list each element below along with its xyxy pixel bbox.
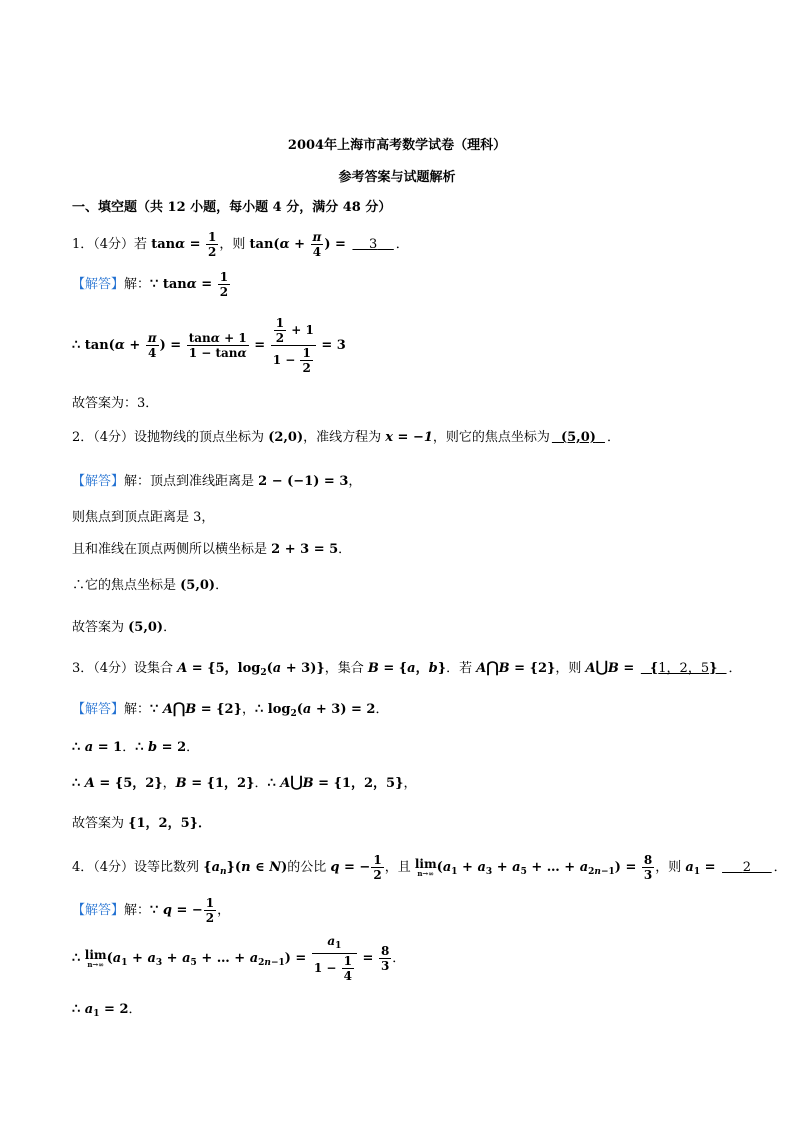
q3-text-a: 设集合 (134, 661, 178, 676)
limit-operator: lim n→∞ (414, 857, 437, 878)
q2-solution-line-2: 则焦点到顶点距离是 3， (72, 510, 215, 525)
q4-answer-blank: 2 (742, 860, 751, 875)
q1-answer-blank: 3 (368, 237, 378, 252)
q3-solution-line-1: 【解答】解：∵ A⋂B = {2}，∴ $\log_2(a + 3) = 2$． (72, 699, 389, 719)
document-subtitle: 参考答案与试题解析 (338, 170, 456, 185)
q2-text-a: 设抛物线的顶点坐标为 (134, 430, 269, 445)
question-4: 4．（4分）设等比数列 $\{a_n\}(n$ ∈ N)的公比 q = − $\frac{1}{2}$ ，且 lim n→∞ ($a_1 + a_3 + a_5$ + … + $a_{2n-1}$) = $\frac{8}{3}$ ，则 $a_1$ = 2 ． (72, 853, 787, 882)
solution-tag: 【解答】 (72, 277, 125, 292)
q4-text-d: ，则 (655, 860, 686, 875)
q1-text-a: 若 (134, 237, 152, 252)
q3-conclusion (72, 814, 211, 834)
fraction: $\frac{\tan\alpha + 1}{1 - \tan\alpha}$ (188, 331, 247, 360)
q2-text-b: ，准线方程为 (303, 430, 386, 445)
q2-text-c: ，则它的焦点坐标为 (432, 430, 550, 445)
section-heading: 一、填空题（共 12 小题，每小题 4 分，满分 48 分） (72, 200, 392, 215)
fraction: $\frac{\pi}{4}$ (312, 230, 322, 259)
q3-text-c: ．若 (446, 661, 477, 676)
q1-conclusion: 故答案为：3． (72, 396, 159, 411)
fraction: $\frac{1}{2}$ (205, 896, 215, 925)
q2-solution-line-1: 【解答】解：顶点到准线距离是 2 − (−1) = 3， (72, 474, 362, 489)
q3-text-d: ，则 (555, 661, 586, 676)
q3-number: 3．（4分） (72, 661, 135, 676)
solution-tag: 【解答】 (72, 474, 125, 489)
fraction: $a_1$ 1 − $\frac{1}{4}$ (312, 934, 357, 983)
solution-tag: 【解答】 (72, 903, 125, 918)
q2-line4-text: ∴它的焦点坐标是 (72, 578, 181, 593)
question-2: 2．（4分）设抛物线的顶点坐标为 (2,0)，准线方程为 x = −1，则它的焦点坐标为 (5,0) ． (72, 430, 620, 445)
question-3: 3．（4分）设集合 A = {5，$\log_2(a + 3)$}，集合 B = {a，b}．若 A⋂B = {2}，则 A⋃B = {1，2，5} ． (72, 658, 742, 678)
fraction: $\frac{1}{2}$ (373, 853, 382, 882)
fraction: $\frac{1}{2}$ + 1 1 − $\frac{1}{2}$ (272, 316, 314, 375)
question-1: 1．（4分）若 tanα = $\frac{1}{2}$ ，则 tan(α + $\frac{\pi}{4}$ ) = 3 ． (72, 230, 409, 259)
q3-text-b: ，集合 (324, 661, 368, 676)
fraction: $\frac{1}{2}$ (219, 270, 229, 299)
q4-number: 4．（4分） (72, 860, 135, 875)
q2-vertex: (2,0) (268, 430, 304, 445)
q2-line4-math: (5,0) (180, 578, 216, 593)
q3-solution-line-2: ∴ a = 1．∴ b = 2． (72, 740, 200, 755)
q2-conclusion: 故答案为 (5,0)． (72, 620, 177, 635)
limit-operator: lim n→∞ (84, 948, 107, 969)
q3-conclusion-math: {1，2，5}． (128, 816, 211, 831)
q2-directrix: x = −1 (385, 430, 433, 445)
q3-answer-blank: {1，2，5} (640, 661, 727, 676)
q1-number: 1．（4分） (72, 237, 135, 252)
fraction: $\frac{1}{2}$ (208, 230, 217, 259)
solution-prefix: 解： (124, 903, 151, 918)
q1-text-b: ，则 (219, 237, 250, 252)
q2-number: 2．（4分） (72, 430, 135, 445)
q4-solution-line-1: 【解答】解：∵ q = − $\frac{1}{2}$ ， (72, 896, 231, 925)
q1-solution-line-1: 【解答】解：∵ tanα = $\frac{1}{2}$ (72, 270, 229, 299)
q2-conclusion-text: 故答案为 (72, 620, 129, 635)
document-title: 2004年上海市高考数学试卷（理科） (287, 138, 507, 153)
q4-text-c: ，且 (384, 860, 415, 875)
q2-distance: 2 − (−1) = 3 (258, 474, 349, 489)
q1-solution-line-2: ∴ tan(α + $\frac{\pi}{4}$ ) = $\frac{\tan\alpha + 1}{1 - \tan\alpha}$ = $\frac{1}{2}$ + 1 1 − $\frac{1}{2}$ = 3 (72, 316, 346, 375)
q3-solution-line-3: ∴ A = {5，2}，B = {1，2}．∴ A⋃B = {1，2，5}， (72, 773, 417, 791)
q2-line3-math: 2 + 3 = 5 (271, 542, 339, 557)
q2-line3-text: 且和准线在顶点两侧所以横坐标是 (72, 542, 272, 557)
q4-text-a: 设等比数列 (134, 860, 204, 875)
fraction: $\frac{8}{3}$ (380, 944, 390, 973)
fraction: $\frac{\pi}{4}$ (147, 331, 157, 360)
q2-solution-text: 解：顶点到准线距离是 (124, 474, 259, 489)
q2-solution-line-4: ∴它的焦点坐标是 (5,0)． (72, 578, 229, 593)
fraction: $\frac{8}{3}$ (643, 853, 653, 882)
q3-conclusion-text: 故答案为 (72, 816, 129, 831)
q2-conclusion-math: (5,0) (128, 620, 164, 635)
q2-solution-line-3: 且和准线在顶点两侧所以横坐标是 2 + 3 = 5． (72, 542, 352, 557)
q4-text-b: 的公比 (287, 860, 331, 875)
solution-prefix: 解： (124, 277, 151, 292)
q2-answer-blank: (5,0) (560, 430, 596, 445)
q4-solution-line-2: ∴ lim n→∞ ($a_1 + a_3 + a_5$ + … + $a_{2n-1}$) = $a_1$ 1 − $\frac{1}{4}$ = $\frac{8}{3}$ ． (72, 934, 406, 983)
solution-tag: 【解答】 (72, 702, 125, 717)
solution-prefix: 解： (124, 702, 151, 717)
q4-solution-line-3: ∴ $a_1 = 2$． (72, 1002, 142, 1019)
